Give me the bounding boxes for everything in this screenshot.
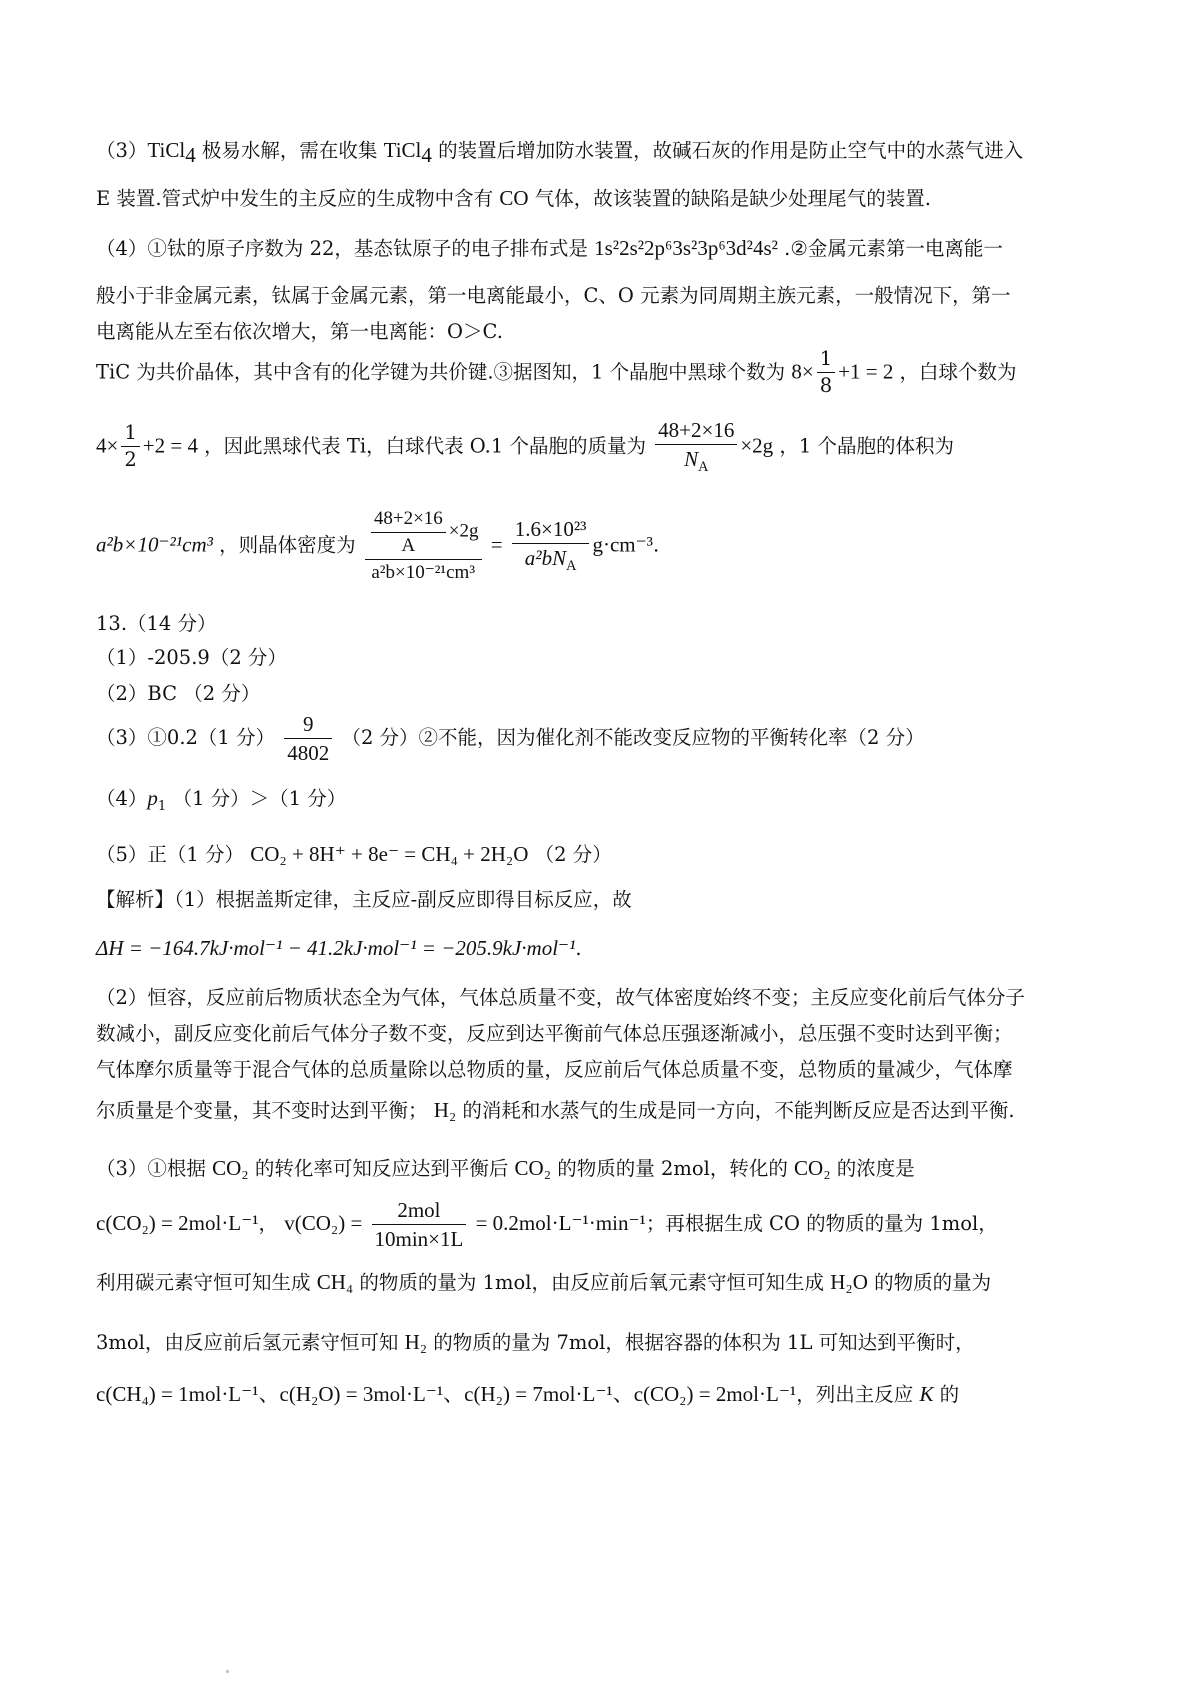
- formula-co2: CO₂: [794, 1156, 831, 1180]
- text: ，因此黑球代表 Ti，白球代表 O.1 个晶胞的质量为: [204, 434, 646, 458]
- formula-ticl4: TiCl: [147, 138, 186, 162]
- analysis-3-line-5: [96, 1382, 1110, 1407]
- text: （3）①0.2（1 分）: [96, 726, 276, 750]
- text: （2 分）②不能，因为催化剂不能改变反应物的平衡转化率（2 分）: [341, 726, 925, 750]
- denominator: 2: [124, 448, 137, 472]
- math: ×2g: [740, 433, 774, 458]
- page-mark: [226, 1670, 229, 1673]
- text: TiC 为共价晶体，其中含有的化学键为共价键.③据图知，1 个晶胞中黑球个数为: [96, 360, 786, 384]
- equals: =: [490, 532, 503, 557]
- volume-expr: a²b×10⁻²¹cm³: [96, 532, 213, 557]
- subscript: 1: [157, 798, 167, 814]
- numerator: 1: [817, 348, 835, 373]
- text: 的转化率可知反应达到平衡后: [254, 1157, 509, 1180]
- fraction-1-8: [817, 348, 835, 398]
- analysis-2-line-4: [96, 1098, 1110, 1123]
- text: （5）正（1 分）: [96, 843, 245, 866]
- fraction-mass: [655, 418, 737, 476]
- subscript: 4: [421, 142, 432, 167]
- numerator: 2mol: [372, 1198, 467, 1225]
- fraction-1-2: [121, 422, 139, 472]
- q13-title: 13.（14 分）: [96, 612, 217, 635]
- math: 4×: [96, 433, 119, 458]
- subscript: A: [566, 558, 577, 575]
- text: 的浓度是: [836, 1157, 915, 1180]
- numerator: 1: [121, 422, 139, 447]
- text: .②金属元素第一电离能一: [784, 237, 1003, 260]
- equation: CO₂ + 8H⁺ + 8e⁻ = CH₄ + 2H₂O: [250, 842, 529, 866]
- item-label: （3）: [96, 139, 148, 162]
- period: .: [652, 533, 660, 557]
- denominator: A: [401, 534, 416, 556]
- math: +2 = 4: [142, 433, 198, 458]
- text: 的物质的量为: [874, 1271, 992, 1294]
- text: （3）①根据: [96, 1157, 206, 1180]
- analysis-3-line-2: [96, 1198, 1110, 1251]
- numerator: 48+2×16: [655, 418, 737, 445]
- delta-h-equation: [96, 936, 1110, 961]
- analysis-3-line-1: [96, 1156, 1110, 1181]
- fraction-result: [512, 517, 590, 575]
- p4-line-6: [96, 508, 1110, 584]
- text: ，列出主反应: [796, 1383, 914, 1406]
- comma: ，: [258, 1212, 279, 1236]
- analysis-3-line-3: [96, 1270, 1110, 1295]
- formula-h2: H₂: [433, 1098, 457, 1122]
- p4-line-4: [96, 348, 1110, 398]
- text: E 装置.管式炉中发生的主反应的生成物中含有: [96, 187, 494, 210]
- fraction-inner: [371, 508, 446, 557]
- text: 的装置后增加防水装置，故碱石灰的作用是防止空气中的水蒸气进入: [438, 139, 1024, 162]
- text: ，1 个晶胞的体积为: [779, 434, 954, 458]
- denominator: 10min×1L: [374, 1227, 464, 1252]
- formula-co2: CO₂: [514, 1156, 552, 1180]
- text: 的消耗和水蒸气的生成是同一方向，不能判断反应是否达到平衡.: [462, 1099, 1015, 1122]
- math: v(CO₂) =: [284, 1211, 363, 1236]
- text: 利用碳元素守恒可知生成: [96, 1271, 311, 1294]
- text: 般小于非金属元素，钛属于金属元素，第一电离能最小，C、O 元素为同周期主族元素，一般情况下，第一: [96, 284, 1011, 307]
- q13-answer-2: （2）BC （2 分）: [96, 682, 261, 705]
- subscript: A: [698, 459, 709, 476]
- concentrations: c(CH₄) = 1mol·L⁻¹、c(H₂O) = 3mol·L⁻¹、c(H₂) = 7mol·L⁻¹、c(CO₂) = 2mol·L⁻¹: [96, 1382, 797, 1406]
- q13-answer-1: （1）-205.9（2 分）: [96, 646, 287, 669]
- math: = 0.2mol·L⁻¹·min⁻¹: [475, 1211, 646, 1236]
- q13-answer-5: [96, 842, 1110, 867]
- p4-line-2: [96, 284, 1110, 307]
- math: c(CO₂) = 2mol·L⁻¹: [96, 1211, 259, 1236]
- formula-h2: H₂: [404, 1330, 428, 1354]
- p-symbol: p: [147, 786, 158, 810]
- math: +1 = 2: [838, 359, 894, 384]
- text: ；再根据生成 CO 的物质的量为 1mol，: [645, 1212, 998, 1236]
- fraction-density: [365, 508, 482, 584]
- text: 的物质的量为 1mol，由反应前后氧元素守恒可知生成: [359, 1271, 824, 1294]
- text: 电离能从左至右依次增大，第一电离能：O＞C.: [96, 320, 503, 343]
- text: （2 分）: [534, 843, 612, 866]
- period: .: [575, 937, 582, 960]
- numerator: [365, 508, 482, 560]
- p4-line-1: [96, 236, 1110, 261]
- p3-line-1: [96, 138, 1110, 168]
- math: ×2g: [448, 520, 479, 542]
- p3-line-2: [96, 186, 1110, 211]
- text: 气体，故该装置的缺陷是缺少处理尾气的装置.: [534, 187, 931, 210]
- analysis-2-line-2: 数减小，副反应变化前后气体分子数不变，反应到达平衡前气体总压强逐渐减小，总压强不变时达到平衡；: [96, 1022, 1013, 1045]
- na-symbol: N: [684, 447, 699, 472]
- p4-line-5: [96, 418, 1110, 476]
- fraction-9-4802: [284, 712, 332, 765]
- formula-h2o: H₂O: [830, 1270, 868, 1294]
- analysis-heading: 【解析】（1）根据盖斯定律，主反应-副反应即得目标反应，故: [96, 888, 632, 911]
- denominator: a²b×10⁻²¹cm³: [371, 561, 476, 583]
- subscript: 4: [185, 142, 196, 167]
- unit: g·cm⁻³: [592, 532, 653, 557]
- numerator: 9: [284, 712, 332, 739]
- text: 极易水解，需在收集: [201, 139, 378, 162]
- k-symbol: K: [919, 1382, 934, 1406]
- res-den: a²bN: [524, 546, 567, 571]
- formula-ch4: CH₄: [316, 1270, 354, 1294]
- text: 尔质量是个变量，其不变时达到平衡；: [96, 1099, 428, 1122]
- formula-ticl4: TiCl: [383, 138, 422, 162]
- fraction-rate: [372, 1198, 467, 1251]
- denominator: [655, 445, 737, 476]
- numerator: 48+2×16: [371, 508, 446, 533]
- text: （1 分）＞（1 分）: [172, 787, 347, 810]
- text: （4）: [96, 787, 148, 810]
- p4-line-3: [96, 320, 1110, 343]
- equation: ΔH = −164.7kJ·mol⁻¹ − 41.2kJ·mol⁻¹ = −205.9kJ·mol⁻¹: [96, 936, 576, 960]
- text: 3mol，由反应前后氢元素守恒可知: [96, 1331, 399, 1354]
- formula-co: CO: [499, 186, 529, 210]
- analysis-2-line-1: （2）恒容，反应前后物质状态全为气体，气体总质量不变，故气体密度始终不变；主反应变化前后气体分子: [96, 986, 1025, 1009]
- analysis-2-line-3: 气体摩尔质量等于混合气体的总质量除以总物质的量，反应前后气体总质量不变，总物质的量减少，气体摩: [96, 1058, 1013, 1081]
- text: ，则晶体密度为: [219, 533, 356, 557]
- denominator: 8: [819, 374, 833, 398]
- text: 的物质的量为 7mol，根据容器的体积为 1L 可知达到平衡时，: [433, 1331, 975, 1354]
- electron-config: 1s²2s²2p⁶3s²3p⁶3d²4s²: [594, 236, 778, 260]
- text: 的: [939, 1383, 960, 1406]
- q13-answer-3: [96, 712, 1110, 765]
- denominator: 4802: [287, 741, 330, 766]
- text: （4）①钛的原子序数为 22，基态钛原子的电子排布式是: [96, 237, 588, 260]
- text: ，白球个数为: [899, 360, 1017, 384]
- q13-answer-4: [96, 786, 1110, 815]
- formula-co2: CO₂: [212, 1156, 249, 1180]
- math: 8×: [791, 359, 814, 384]
- analysis-3-line-4: [96, 1330, 1110, 1355]
- numerator: 1.6×10²³: [512, 517, 590, 544]
- denominator: [512, 544, 590, 575]
- text: 的物质的量 2mol，转化的: [557, 1157, 788, 1180]
